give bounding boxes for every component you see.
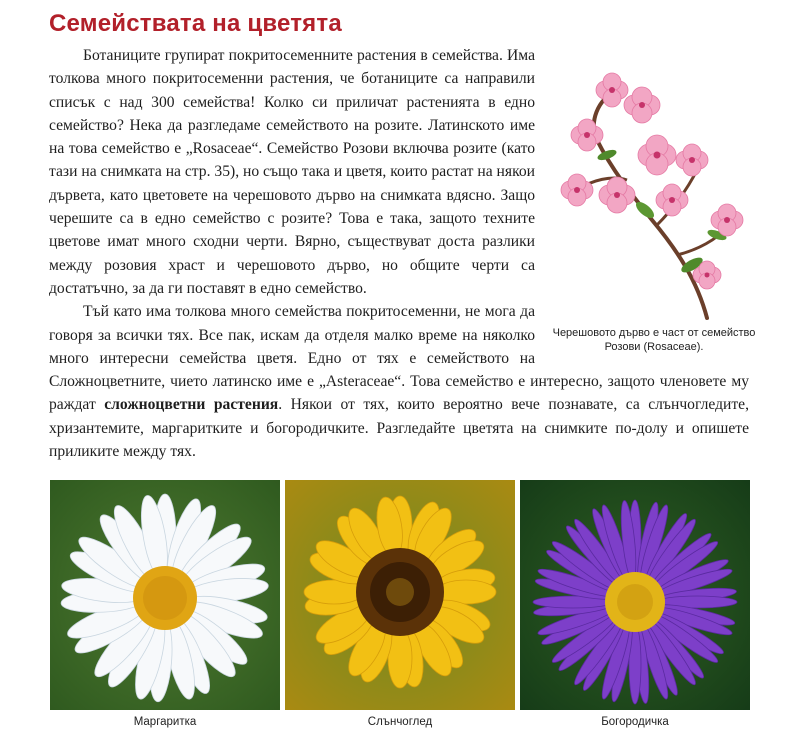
page-title: Семействата на цветята (49, 10, 342, 37)
aster-photo (520, 480, 750, 710)
cherry-blossom-image (557, 60, 747, 322)
sunflower-caption: Слънчоглед (367, 716, 433, 728)
paragraph-1: Ботаниците групират покритосеменните растения в семейства. Има толкова много покритосеменни растения, че ботаниците са направили списък с над 300 семейства! Колко си приличат растенията в едно семейство? Нека да разгледаме семейството на розите. Латинското име на това семейство е „Rosaceae“. Семейство Розови включва розите (като тази на снимката на стр. 35), но също така и цветя, които растат на някои дървета, като цветовете на черешовото дърво на снимката вдясно. Защо черешите са в едно семейство с розите? Това е така, защото техните цветове имат много сходни черти. Вярно, съществуват доста разлики между розовия храст и черешовото дърво, но общите черти са достатъчно, за да ги поставят в едно семейство. (49, 47, 535, 297)
paragraph-2-text-b: . Някои от тях, които вероятно вече познавате, са слънчогледите, хризантемите, маргаритките и богородичките. Разгледайте цветята на снимките по-долу и опишете приликите между тях. (49, 396, 749, 461)
flower-photo-row (50, 480, 750, 710)
aster-caption: Богородичка (601, 716, 669, 728)
paragraph-2-text-a: Тъй като има толкова много семейства покритосеменни, не мога да говоря за всички тях. Все пак, искам да отделя малко време на няколко много интересни семейства цветя. Едно от тях е семейството на Сложноцветните, чието латинско име е „Asteraceae“. Това семейство е интересно, защото членовете му раждат (49, 303, 749, 414)
article-body (49, 44, 756, 463)
paragraph-2-bold-term: сложноцветни растения (104, 396, 279, 414)
sunflower-photo (285, 480, 515, 710)
cherry-blossom-figure (549, 44, 756, 362)
daisy-caption: Маргаритка (133, 716, 197, 728)
daisy-photo (50, 480, 280, 710)
cherry-figure-caption: Черешовото дърво е част от семейство Розови (Rosaceae). (552, 327, 756, 353)
